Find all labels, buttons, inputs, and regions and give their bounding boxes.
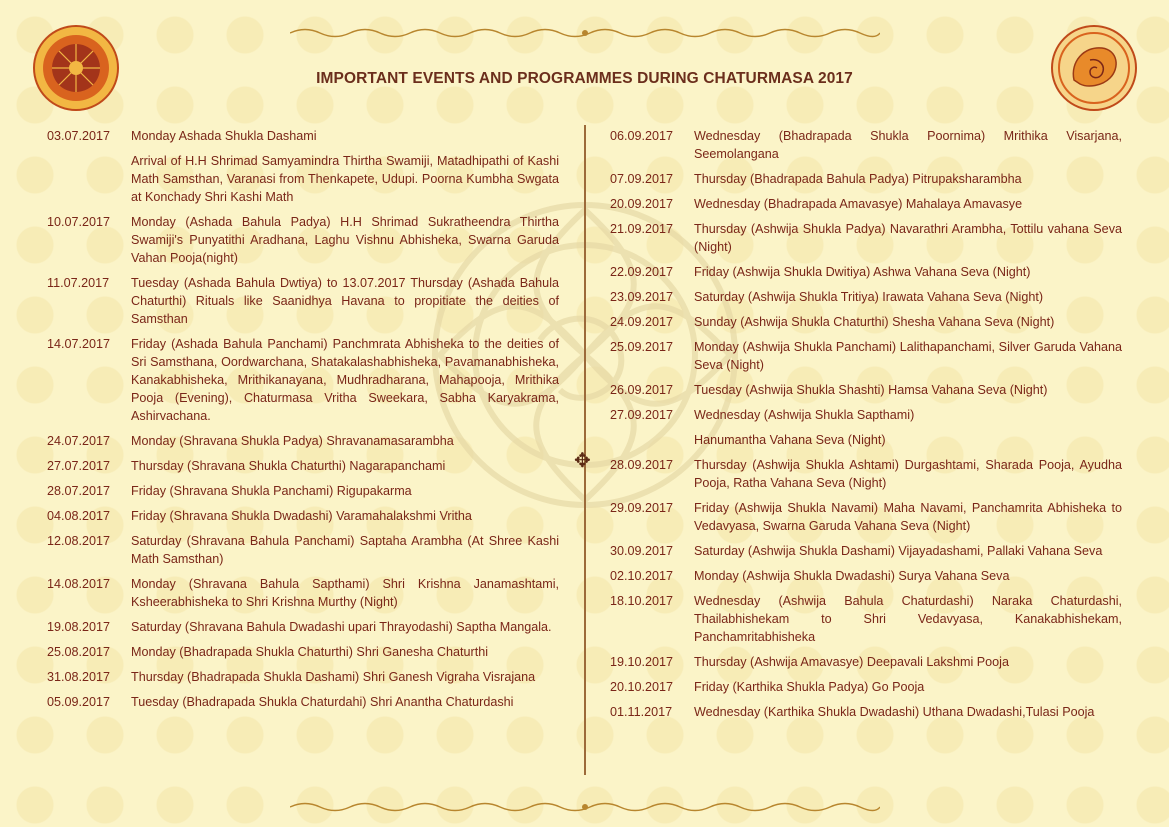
event-row — [47, 432, 559, 450]
event-description: Friday (Shravana Shukla Panchami) Rigupakarma — [131, 484, 412, 498]
event-date: 25.09.2017 — [610, 340, 674, 354]
event-row — [610, 288, 1122, 306]
event-row — [47, 335, 559, 425]
event-description: Wednesday (Ashwija Bahula Chaturdashi) Naraka Chaturdashi, Thailabhishekam to Shri Vedavyasa, Kanakabhishekam, Panchamritabhisheka — [694, 594, 1122, 644]
event-date: 31.08.2017 — [47, 670, 111, 684]
event-description: Arrival of H.H Shrimad Samyamindra Thirtha Swamiji, Matadhipathi of Kashi Math Samsthan, Varanasi from Thenkapete, Udupi. Poorna Kumbha Swgata at Konchady Shri Kashi Math — [131, 154, 559, 204]
event-row — [610, 542, 1122, 560]
event-description: Saturday (Ashwija Shukla Tritiya) Irawata Vahana Seva (Night) — [694, 290, 1044, 304]
event-description: Friday (Ashwija Shukla Dwitiya) Ashwa Vahana Seva (Night) — [694, 265, 1031, 279]
event-row — [47, 274, 559, 328]
event-date: 10.07.2017 — [47, 215, 111, 229]
event-row — [610, 653, 1122, 671]
event-date: 07.09.2017 — [610, 172, 674, 186]
event-row — [47, 668, 559, 686]
event-date: 01.11.2017 — [610, 705, 673, 719]
event-description: Saturday (Shravana Bahula Panchami) Saptaha Arambha (At Shree Kashi Math Samsthan) — [131, 534, 559, 566]
event-row — [47, 127, 559, 145]
event-row — [610, 592, 1122, 646]
right-events-column — [610, 127, 1122, 728]
event-description: Hanumantha Vahana Seva (Night) — [694, 433, 886, 447]
event-date: 27.09.2017 — [610, 408, 674, 422]
event-row — [47, 618, 559, 636]
event-description: Thursday (Ashwija Shukla Padya) Navarathri Arambha, Tottilu vahana Seva (Night) — [694, 222, 1122, 254]
event-row — [610, 381, 1122, 399]
event-description: Monday Ashada Shukla Dashami — [131, 129, 317, 143]
event-description: Sunday (Ashwija Shukla Chaturthi) Shesha Vahana Seva (Night) — [694, 315, 1055, 329]
event-description: Friday (Ashada Bahula Panchami) Panchmrata Abhisheka to the deities of Sri Samsthana, Oordwarchana, Shatakalashabhisheka, Pavamanabhisheka, Kanakabhisheka, Mrithikanayana, Mudhradharana, Mahapooja, Mrithika Pooja (Evening), Chaturmasa Vritha Sweekara, Sabha Karyakrama, Ashirvachana. — [131, 337, 559, 423]
event-date: 03.07.2017 — [47, 129, 111, 143]
event-date: 23.09.2017 — [610, 290, 674, 304]
event-date: 29.09.2017 — [610, 501, 674, 515]
event-description: Friday (Ashwija Shukla Navami) Maha Navami, Panchamrita Abhisheka to Vedavyasa, Swarna Garuda Vahana Seva (Night) — [694, 501, 1122, 533]
event-row — [610, 170, 1122, 188]
event-row — [610, 263, 1122, 281]
page-title: IMPORTANT EVENTS AND PROGRAMMES DURING CHATURMASA 2017 — [316, 70, 853, 87]
conch-emblem-icon — [1050, 24, 1138, 112]
event-description: Tuesday (Bhadrapada Shukla Chaturdahi) Shri Anantha Chaturdashi — [131, 695, 514, 709]
event-date: 26.09.2017 — [610, 383, 674, 397]
event-row — [610, 703, 1122, 721]
event-date — [610, 431, 694, 449]
event-date — [47, 152, 131, 206]
event-row — [47, 532, 559, 568]
event-date: 24.09.2017 — [610, 315, 674, 329]
event-description: Thursday (Bhadrapada Bahula Padya) Pitrupaksharambha — [694, 172, 1022, 186]
event-date: 27.07.2017 — [47, 459, 111, 473]
event-description: Monday (Ashwija Shukla Dwadashi) Surya Vahana Seva — [694, 569, 1010, 583]
event-row — [610, 456, 1122, 492]
event-row — [610, 678, 1122, 696]
event-row — [610, 499, 1122, 535]
event-row — [610, 567, 1122, 585]
left-events-column — [47, 127, 559, 718]
wheel-emblem-icon — [32, 24, 120, 112]
event-date: 14.08.2017 — [47, 577, 111, 591]
event-row — [47, 643, 559, 661]
event-date: 06.09.2017 — [610, 129, 674, 143]
event-date: 30.09.2017 — [610, 544, 674, 558]
event-date: 02.10.2017 — [610, 569, 674, 583]
event-date: 14.07.2017 — [47, 337, 111, 351]
event-date: 25.08.2017 — [47, 645, 111, 659]
event-row — [47, 152, 559, 206]
event-description: Thursday (Ashwija Amavasye) Deepavali Lakshmi Pooja — [694, 655, 1009, 669]
event-description: Saturday (Ashwija Shukla Dashami) Vijayadashami, Pallaki Vahana Seva — [694, 544, 1103, 558]
event-row — [47, 213, 559, 267]
event-description: Thursday (Shravana Shukla Chaturthi) Nagarapanchami — [131, 459, 446, 473]
event-row — [610, 431, 1122, 449]
event-description: Thursday (Ashwija Shukla Ashtami) Durgashtami, Sharada Pooja, Ayudha Pooja, Ratha Vahana Seva (Night) — [694, 458, 1122, 490]
event-row — [610, 313, 1122, 331]
event-row — [610, 406, 1122, 424]
event-row — [610, 127, 1122, 163]
event-description: Wednesday (Karthika Shukla Dwadashi) Uthana Dwadashi,Tulasi Pooja — [694, 705, 1095, 719]
bottom-border-flourish — [290, 800, 880, 814]
event-row — [610, 338, 1122, 374]
event-description: Monday (Ashada Bahula Padya) H.H Shrimad Sukratheendra Thirtha Swamiji's Punyatithi Aradhana, Laghu Vishnu Abhisheka, Swarna Garuda Vahan Pooja(night) — [131, 215, 559, 265]
divider-ornament-icon: ✥ — [574, 450, 591, 472]
event-date: 20.09.2017 — [610, 197, 674, 211]
event-date: 18.10.2017 — [610, 594, 674, 608]
event-row — [47, 482, 559, 500]
event-row — [47, 693, 559, 711]
event-row — [47, 575, 559, 611]
event-date: 19.10.2017 — [610, 655, 674, 669]
event-date: 04.08.2017 — [47, 509, 111, 523]
event-row — [610, 220, 1122, 256]
event-description: Thursday (Bhadrapada Shukla Dashami) Shri Ganesh Vigraha Visrajana — [131, 670, 536, 684]
event-description: Saturday (Shravana Bahula Dwadashi upari Thrayodashi) Saptha Mangala. — [131, 620, 552, 634]
event-description: Tuesday (Ashada Bahula Dwtiya) to 13.07.2017 Thursday (Ashada Bahula Chaturthi) Rituals like Saanidhya Havana to propitiate the deities of Samsthan — [131, 276, 559, 326]
event-description: Monday (Ashwija Shukla Panchami) Lalithapanchami, Silver Garuda Vahana Seva (Night) — [694, 340, 1122, 372]
event-date: 21.09.2017 — [610, 222, 674, 236]
event-date: 24.07.2017 — [47, 434, 111, 448]
event-date: 22.09.2017 — [610, 265, 674, 279]
event-description: Friday (Karthika Shukla Padya) Go Pooja — [694, 680, 925, 694]
event-date: 20.10.2017 — [610, 680, 674, 694]
event-description: Wednesday (Bhadrapada Amavasye) Mahalaya Amavasye — [694, 197, 1023, 211]
event-date: 05.09.2017 — [47, 695, 111, 709]
event-row — [610, 195, 1122, 213]
event-description: Monday (Shravana Shukla Padya) Shravanamasarambha — [131, 434, 454, 448]
event-description: Monday (Shravana Bahula Sapthami) Shri Krishna Janamashtami, Ksheerabhisheka to Shri Krishna Murthy (Night) — [131, 577, 559, 609]
event-date: 19.08.2017 — [47, 620, 111, 634]
event-description: Monday (Bhadrapada Shukla Chaturthi) Shri Ganesha Chaturthi — [131, 645, 489, 659]
event-date: 12.08.2017 — [47, 534, 111, 548]
event-date: 28.09.2017 — [610, 458, 674, 472]
event-date: 11.07.2017 — [47, 276, 110, 290]
event-description: Tuesday (Ashwija Shukla Shashti) Hamsa Vahana Seva (Night) — [694, 383, 1048, 397]
event-description: Wednesday (Bhadrapada Shukla Poornima) Mrithika Visarjana, Seemolangana — [694, 129, 1122, 161]
event-row — [47, 457, 559, 475]
event-description: Friday (Shravana Shukla Dwadashi) Varamahalakshmi Vritha — [131, 509, 472, 523]
top-border-flourish — [290, 26, 880, 40]
event-row — [47, 507, 559, 525]
event-description: Wednesday (Ashwija Shukla Sapthami) — [694, 408, 915, 422]
event-date: 28.07.2017 — [47, 484, 111, 498]
